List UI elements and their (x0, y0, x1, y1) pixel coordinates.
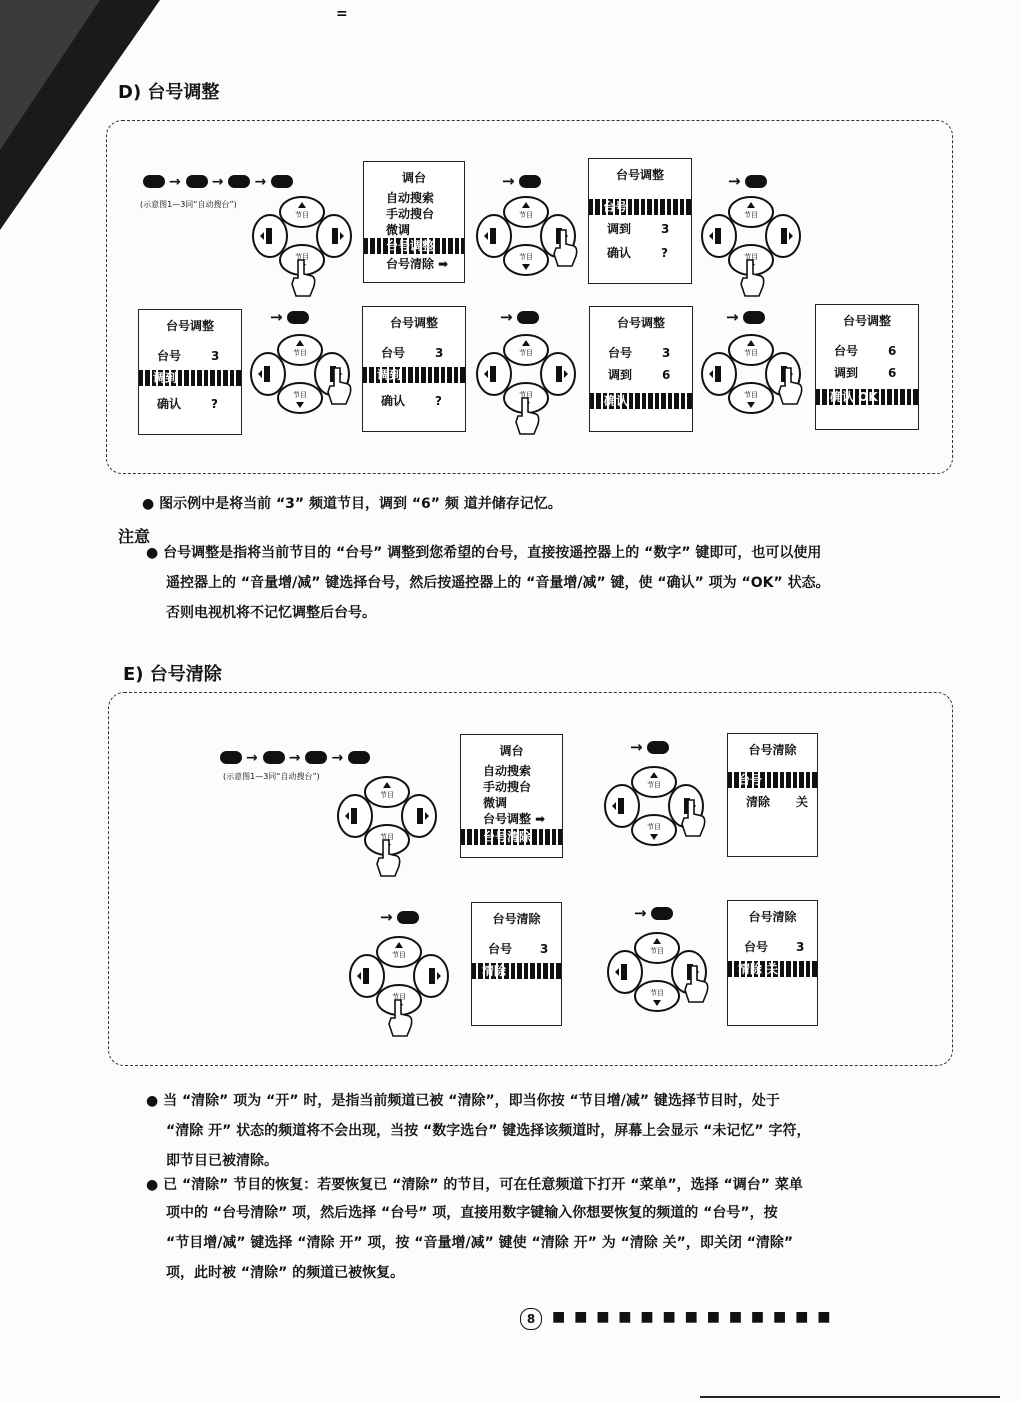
screen-value: 6 (888, 366, 897, 380)
e-para-4: ● 已 “清除” 节目的恢复：若要恢复已 “清除” 的节目，可在任意频道下打开 “菜单”，选择 “调台” 菜单 (146, 1177, 803, 1193)
menu-item: 自动搜索 (386, 191, 435, 205)
screen-title: 台号清除 (492, 912, 541, 926)
adjust-screen-5 (815, 304, 919, 430)
page-mark: = (336, 6, 348, 22)
steps-e-1-4 (220, 748, 370, 766)
note-label: 注意 (118, 527, 151, 546)
screen-label: 台号 (157, 349, 182, 363)
e-para-6: “节目增/减” 键选择 “清除 开” 项，按 “音量增/减” 键使 “清除 开” 为 “清除 关”，即关闭 “清除” (166, 1235, 794, 1251)
d-para-2: 遥控器上的 “音量增/减” 键选择台号，然后按遥控器上的 “音量增/减” 键，使 “确认” 项为 “OK” 状态。 (166, 575, 830, 591)
menu-item: 台号清除 ➡ (386, 257, 449, 271)
step-marker (397, 911, 419, 924)
screen-value: ? (661, 246, 668, 260)
arrow-icon: → (502, 172, 515, 190)
screen-row-selected: 确认 (590, 393, 692, 409)
arrow-icon: → (211, 173, 225, 190)
step-marker (143, 175, 165, 188)
menu-item: 台号调整 ➡ (483, 812, 546, 826)
remote-pad-icon (472, 190, 580, 300)
screen-title: 台号调整 (389, 316, 438, 330)
screen-value: 6 (662, 368, 671, 382)
menu-title: 调台 (499, 744, 524, 758)
arrow-icon: → (728, 172, 741, 190)
remote-pad-icon (246, 328, 354, 438)
step-7 (270, 308, 309, 326)
screen-label: 台号 (488, 942, 513, 956)
remote-pad-icon (248, 190, 356, 300)
remote-pad-icon (697, 328, 805, 438)
screen-title: 台号调整 (615, 168, 664, 182)
screen-row-selected: 调到 (363, 367, 465, 383)
screen-row-selected: 调到 (139, 370, 241, 386)
menu-item-selected: 台号调整 (364, 238, 464, 254)
adjust-screen-1 (588, 158, 692, 284)
screen-label: 调到 (834, 366, 859, 380)
e-para-7: 项，此时被 “清除” 的频道已被恢复。 (166, 1265, 405, 1281)
remote-pad-icon (345, 930, 453, 1040)
screen-label: 台号 (381, 346, 406, 360)
screen-value: 6 (888, 344, 897, 358)
arrow-icon: → (254, 173, 268, 190)
arrow-icon: → (169, 173, 182, 190)
screen-value: 3 (661, 222, 670, 236)
screen-title: 台号调整 (165, 319, 214, 333)
screen-label: 清除 (746, 795, 771, 809)
screen-label: 确认 (157, 397, 182, 411)
page-number-badge: 8 (520, 1308, 542, 1330)
menu-screen-e (460, 734, 563, 858)
adjust-screen-2 (138, 309, 242, 435)
screen-title: 台号调整 (616, 316, 665, 330)
step-marker (517, 311, 539, 324)
steps-hint: (示意图1—3同“自动搜台”) (140, 200, 237, 209)
screen-label: 台号 (608, 346, 633, 360)
bottom-rule (700, 1396, 1000, 1398)
screen-label: 台号 (834, 344, 859, 358)
screen-title: 台号清除 (748, 910, 797, 924)
step-marker (743, 311, 765, 324)
adjust-screen-4 (589, 306, 693, 432)
screen-label: 确认 (381, 394, 406, 408)
step-marker (287, 311, 309, 324)
menu-item: 手动搜台 (483, 780, 532, 794)
menu-item: 手动搜台 (386, 207, 435, 221)
menu-item: 自动搜索 (483, 764, 532, 778)
menu-item: 微调 (386, 223, 411, 237)
step-5 (630, 738, 669, 756)
section-e-title: E) 台号清除 (123, 664, 222, 685)
arrow-icon: → (288, 749, 302, 766)
remote-pad-icon (333, 770, 441, 880)
step-8 (500, 308, 539, 326)
menu-screen-d (363, 161, 465, 283)
arrow-icon: → (630, 738, 643, 756)
screen-label: 调到 (608, 368, 633, 382)
step-marker (651, 907, 673, 920)
screen-label: 调到 (607, 222, 632, 236)
step-marker (348, 751, 370, 764)
screen-row-selected: 确认 OK (816, 389, 918, 405)
step-marker (271, 175, 293, 188)
clear-screen-1 (727, 733, 818, 857)
page-number (520, 1308, 542, 1330)
screen-label: 确认 (607, 246, 632, 260)
step-marker (305, 751, 327, 764)
d-note: ● 图示例中是将当前 “3” 频道节目，调到 “6” 频 道并储存记忆。 (142, 496, 562, 512)
remote-pad-icon (600, 760, 708, 870)
step-marker (186, 175, 208, 188)
screen-value: 3 (211, 349, 220, 363)
arrow-icon: → (270, 308, 283, 326)
e-para-5: 项中的 “台号清除” 项，然后选择 “台号” 项，直接用数字键输入你想要恢复的频道的 “台号”，按 (166, 1205, 778, 1221)
step-marker (220, 751, 242, 764)
section-d-title: D) 台号调整 (118, 82, 220, 103)
steps-d-1-4 (143, 172, 293, 190)
screen-title: 台号清除 (748, 743, 797, 757)
screen-value: 3 (435, 346, 444, 360)
screen-value: ? (435, 394, 442, 408)
step-marker (647, 741, 669, 754)
screen-row-selected: 台号 (589, 199, 691, 215)
step-6 (728, 172, 767, 190)
arrow-icon: → (726, 308, 739, 326)
screen-title: 台号调整 (842, 314, 891, 328)
screen-row-selected: 台号 (728, 772, 817, 788)
remote-pad-icon (603, 926, 711, 1036)
remote-pad-icon (697, 190, 805, 300)
d-para-1: ● 台号调整是指将当前节目的 “台号” 调整到您希望的台号，直接按遥控器上的 “数字” 键即可，也可以使用 (146, 545, 822, 561)
clear-screen-2 (471, 902, 562, 1026)
e-para-1: ● 当 “清除” 项为 “开” 时，是指当前频道已被 “清除”，即当你按 “节目增/减” 键选择节目时，处于 (146, 1093, 780, 1109)
screen-value: 3 (796, 940, 805, 954)
step-5 (502, 172, 541, 190)
menu-item: 微调 (483, 796, 508, 810)
step-6 (380, 908, 419, 926)
arrow-icon: → (246, 749, 259, 766)
step-9 (726, 308, 765, 326)
arrow-icon: → (500, 308, 513, 326)
menu-item-selected: 台号清除 (461, 829, 562, 845)
footer-bar: ■ ■ ■ ■ ■ ■ ■ ■ ■ ■ ■ ■ ■ (552, 1309, 833, 1325)
step-marker (228, 175, 250, 188)
clear-screen-3 (727, 900, 818, 1026)
arrow-icon: → (634, 904, 647, 922)
arrow-icon: → (380, 908, 393, 926)
e-para-2: “清除 开” 状态的频道将不会出现，当按 “数字选台” 键选择该频道时，屏幕上会显示 “未记忆” 字符， (166, 1123, 811, 1139)
step-marker (745, 175, 767, 188)
d-para-3: 否则电视机将不记忆调整后台号。 (166, 605, 376, 621)
arrow-icon: → (331, 749, 345, 766)
screen-value: 3 (540, 942, 549, 956)
e-para-3: 即节目已被清除。 (166, 1153, 278, 1169)
remote-pad-icon (472, 328, 580, 438)
screen-row-selected: 清除 (472, 963, 561, 979)
screen-row-selected: 清除 关 (728, 961, 817, 977)
step-7 (634, 904, 673, 922)
screen-label: 台号 (744, 940, 769, 954)
screen-value: ? (211, 397, 218, 411)
screen-value: 3 (662, 346, 671, 360)
step-marker (519, 175, 541, 188)
screen-value: 关 (796, 795, 809, 809)
menu-title: 调台 (401, 171, 426, 185)
steps-hint: (示意图1—3同“自动搜台”) (223, 772, 320, 781)
step-marker (263, 751, 285, 764)
adjust-screen-3 (362, 306, 466, 432)
